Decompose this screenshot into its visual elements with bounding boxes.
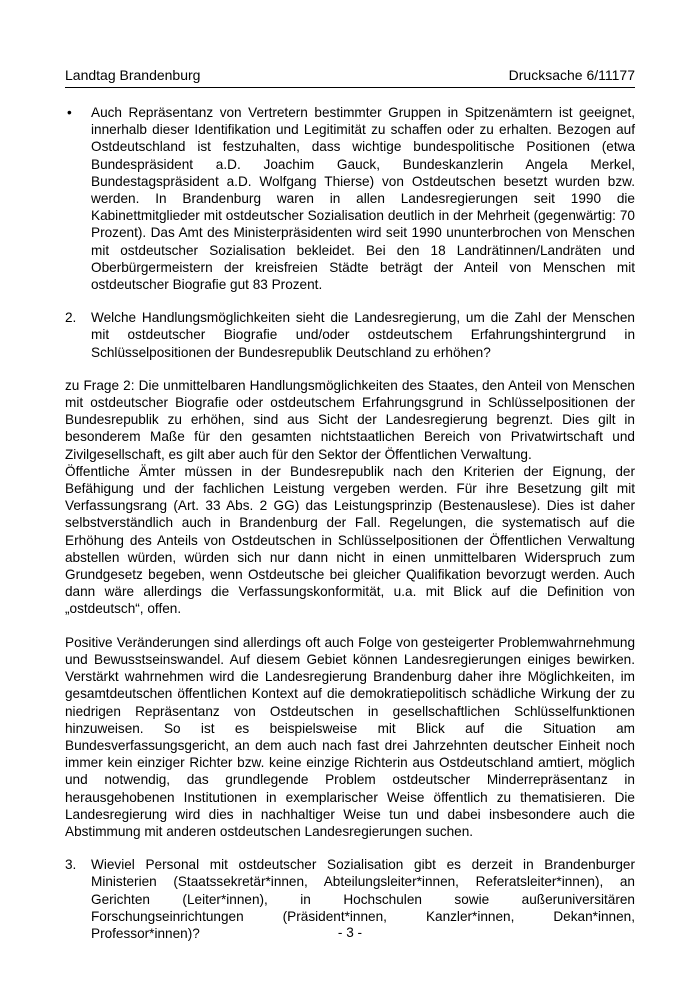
answer-2-paragraph-2: Öffentliche Ämter müssen in der Bundesrepublik nach den Kriterien der Eignung, der Befähigung und der fachlichen Leistung vergeben werden. Für ihre Besetzung gilt mit Verfassungsrang (Art. 33 Abs. 2 GG) das Leistungsprinzip (Bestenauslese). Dies ist daher selbstverständlich auch in Brandenburg der Fall. Regelungen, die systematisch auf die Erhöhung des Anteils von Ostdeutschen in Schlüsselpositionen der Öffentlichen Verwaltung abstellen würden, würden sich nur dann nicht in einen unmittelbaren Widerspruch zum Grundgesetz begeben, wenn Ostdeutsche bei gleicher Qualifikation bevorzugt werden. Auch dann wäre allerdings die Verfassungskonformität, u.a. mit Blick auf die Definition von „ostdeutsch“, offen. [65, 463, 635, 617]
header-document-number: Drucksache 6/11177 [508, 67, 635, 83]
page-number: - 3 - [337, 925, 363, 940]
header-publisher: Landtag Brandenburg [65, 67, 201, 83]
answer-2-paragraph-3: Positive Veränderungen sind allerdings oft auch Folge von gesteigerter Problemwahrnehmung und Bewusstseinswandel. Auf diesem Gebiet können Landesregierungen einiges bewirken. Verstärkt wahrnehmen wird die Landesregierung Brandenburg daher ihre Möglichkeiten, im gesamtdeutschen öffentlichen Kontext auf die demokratiepolitisch schädliche Wirkung der zu niedrigen Repräsentanz von Ostdeutschen in gesellschaftlichen Schlüsselfunktionen hinzuweisen. So ist es beispielsweise mit Blick auf die Situation am Bundesverfassungsgericht, an dem auch nach fast drei Jahrzehnten deutscher Einheit noch immer kein einziger Richter bzw. keine einzige Richterin aus Ostdeutschland amtiert, möglich und notwendig, das grundlegende Problem ostdeutscher Minderrepräsentanz in herausgehobenen Institutionen in exemplarischer Weise öffentlich zu thematisieren. Die Landesregierung wird dies in nachhaltiger Weise tun und dabei insbesondere auch die Abstimmung mit anderen ostdeutschen Landesregierungen suchen. [65, 634, 635, 839]
bullet-item [65, 104, 635, 293]
question-3-text: Wieviel Personal mit ostdeutscher Sozialisation gibt es derzeit in Brandenburger Ministerien (Staatssekretär*innen, Abteilungsleiter*innen, Referatsleiter*innen), an Gerichten (Leiter*innen), in Hochschulen sowie außeruniversitären Forschungseinrichtungen (Präsident*innen, Kanzler*innen, Dekan*innen, Professor*innen)? [91, 857, 635, 941]
question-3-number: 3. [65, 857, 77, 873]
question-2-number: 2. [65, 310, 77, 326]
document-body [65, 104, 635, 942]
answer-2-paragraph-1: zu Frage 2: Die unmittelbaren Handlungsmöglichkeiten des Staates, den Anteil von Menschen mit ostdeutscher Biografie oder ostdeutschem Erfahrungsgrund in Schlüsselpositionen der Bundesrepublik zu erhöhen, sind aus Sicht der Landesregierung begrenzt. Dies gilt in besonderem Maße für den gesamten nichtstaatlichen Bereich von Privatwirtschaft und Zivilgesellschaft, es gilt aber auch für den Sektor der Öffentlichen Verwaltung. [65, 377, 635, 462]
page-header [65, 65, 635, 88]
question-2-text: Welche Handlungsmöglichkeiten sieht die Landesregierung, um die Zahl der Menschen mit ostdeutscher Biografie und/oder ostdeutschem Erfahrungshintergrund in Schlüsselpositionen der Bundesrepublik Deutschland zu erhöhen? [91, 310, 635, 360]
question-2 [65, 309, 635, 361]
bullet-marker: • [67, 105, 72, 120]
bullet-text: Auch Repräsentanz von Vertretern bestimmter Gruppen in Spitzenämtern ist geeignet, innerhalb dieser Identifikation und Legitimität zu schaffen oder zu erhalten. Bezogen auf Ostdeutschland ist festzuhalten, dass wichtige bundespolitische Positionen (etwa Bundespräsident a.D. Joachim Gauck, Bundeskanzlerin Angela Merkel, Bundestagspräsident a.D. Wolfgang Thierse) von Ostdeutschen besetzt wurden bzw. werden. In Brandenburg waren in allen Landesregierungen seit 1990 die Kabinettmitglieder mit ostdeutscher Sozialisation deutlich in der Mehrheit (gegenwärtig: 70 Prozent). Das Amt des Ministerpräsidenten wird seit 1990 ununterbrochen von Menschen mit ostdeutscher Sozialisation bekleidet. Bei den 18 Landrätinnen/Landräten und Oberbürgermeistern der kreisfreien Städte beträgt der Anteil von Menschen mit ostdeutscher Biografie gut 83 Prozent. [91, 105, 635, 293]
